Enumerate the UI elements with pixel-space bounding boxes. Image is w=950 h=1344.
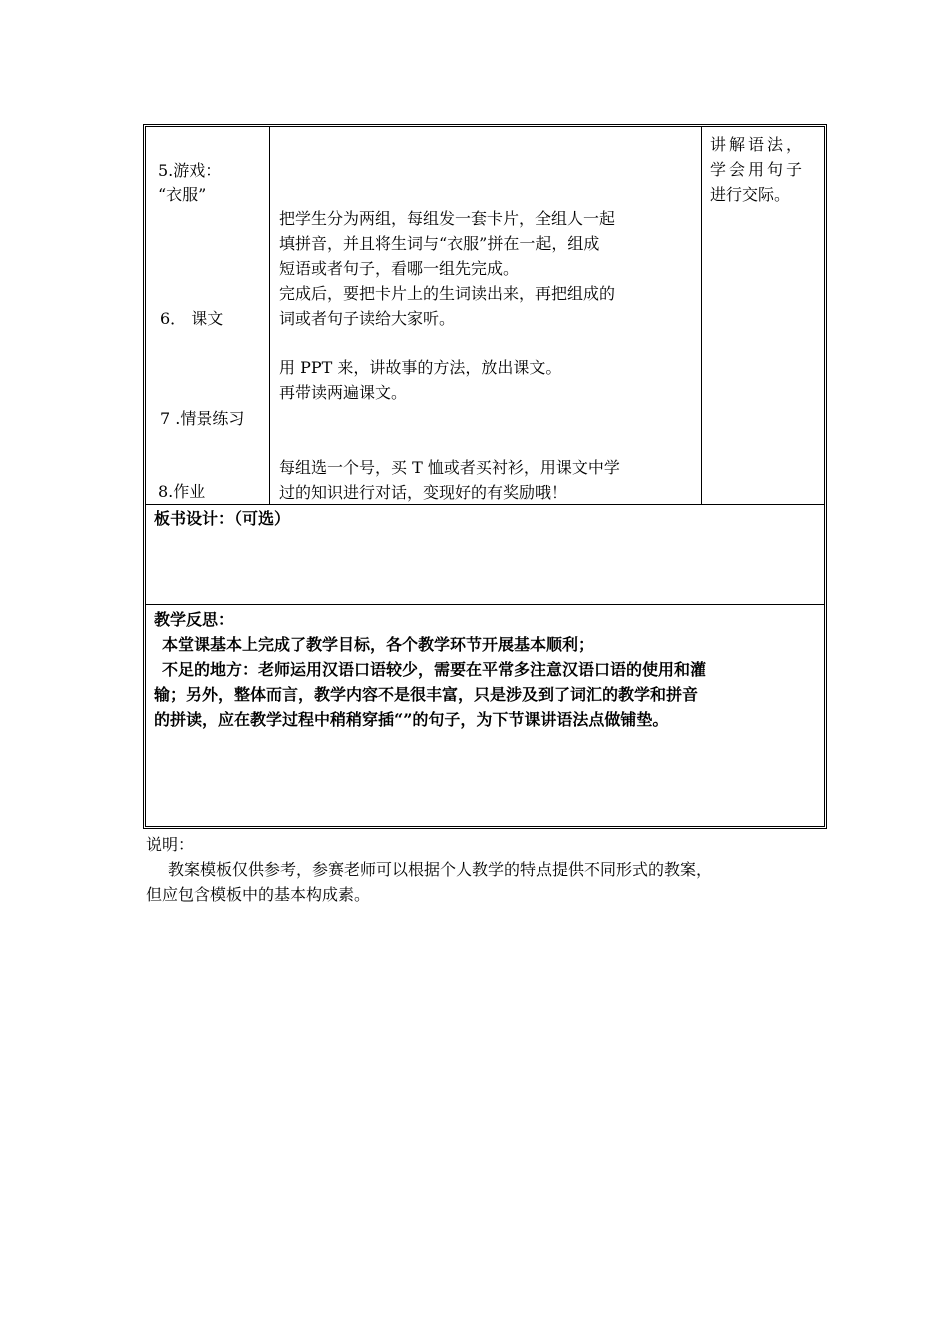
step-practice: 7 .情景练习: [160, 409, 245, 428]
activity-game-line-1: 把学生分为两组，每组发一套卡片，全组人一起: [279, 209, 616, 228]
reflection-line-3: 输；另外，整体而言，教学内容不是很丰富，只是涉及到了词汇的教学和拼音: [154, 685, 699, 704]
reflection-row: [146, 605, 824, 826]
reflection-label: 教学反思：: [154, 610, 235, 629]
note-label: 说明：: [146, 835, 195, 854]
activity-game-line-3: 短语或者句子，看哪一组先完成。: [279, 259, 520, 278]
step-game-name: “衣服”: [158, 185, 207, 204]
note-line-1: 教案模板仅供参考，参赛老师可以根据个人教学的特点提供不同形式的教案，: [168, 860, 713, 879]
activity-column: [270, 127, 702, 504]
teaching-steps-row: [146, 127, 824, 505]
reflection-line-2: 不足的地方：老师运用汉语口语较少，需要在平常多注意汉语口语的使用和灌: [162, 660, 707, 679]
reflection-line-4: 的拼读，应在教学过程中稍稍穿插“”的句子，为下节课讲语法点做铺垫。: [154, 710, 669, 729]
note-line-2: 但应包含模板中的基本构成素。: [146, 885, 371, 904]
step-game-title: 5.游戏：: [158, 161, 222, 180]
lesson-plan-table: [143, 124, 827, 829]
activity-text-line-2: 再带读两遍课文。: [279, 383, 408, 402]
activity-homework-line-2: 过的知识进行对话，变现好的有奖励哦！: [279, 483, 568, 502]
reflection-line-1: 本堂课基本上完成了教学目标，各个教学环节开展基本顺利；: [162, 635, 595, 654]
step-text: 6． 课文: [160, 309, 224, 328]
purpose-line-2: 学会用句子: [710, 160, 806, 179]
activity-text-line-1: 用 PPT 来，讲故事的方法，放出课文。: [279, 358, 562, 377]
purpose-column: [702, 127, 824, 504]
step-homework: 8.作业: [158, 482, 206, 501]
activity-game-line-5: 词或者句子读给大家听。: [279, 309, 456, 328]
purpose-line-1: 讲解语法，: [710, 135, 806, 154]
purpose-line-3: 进行交际。: [710, 185, 791, 204]
board-design-label: 板书设计：（可选）: [154, 509, 291, 528]
activity-homework-line-1: 每组选一个号，买 T 恤或者买衬衫，用课文中学: [279, 458, 620, 477]
activity-game-line-4: 完成后，要把卡片上的生词读出来，再把组成的: [279, 284, 616, 303]
board-design-row: [146, 505, 824, 605]
activity-game-line-2: 填拼音，并且将生词与“衣服”拼在一起，组成: [279, 234, 600, 253]
step-column: [146, 127, 270, 504]
